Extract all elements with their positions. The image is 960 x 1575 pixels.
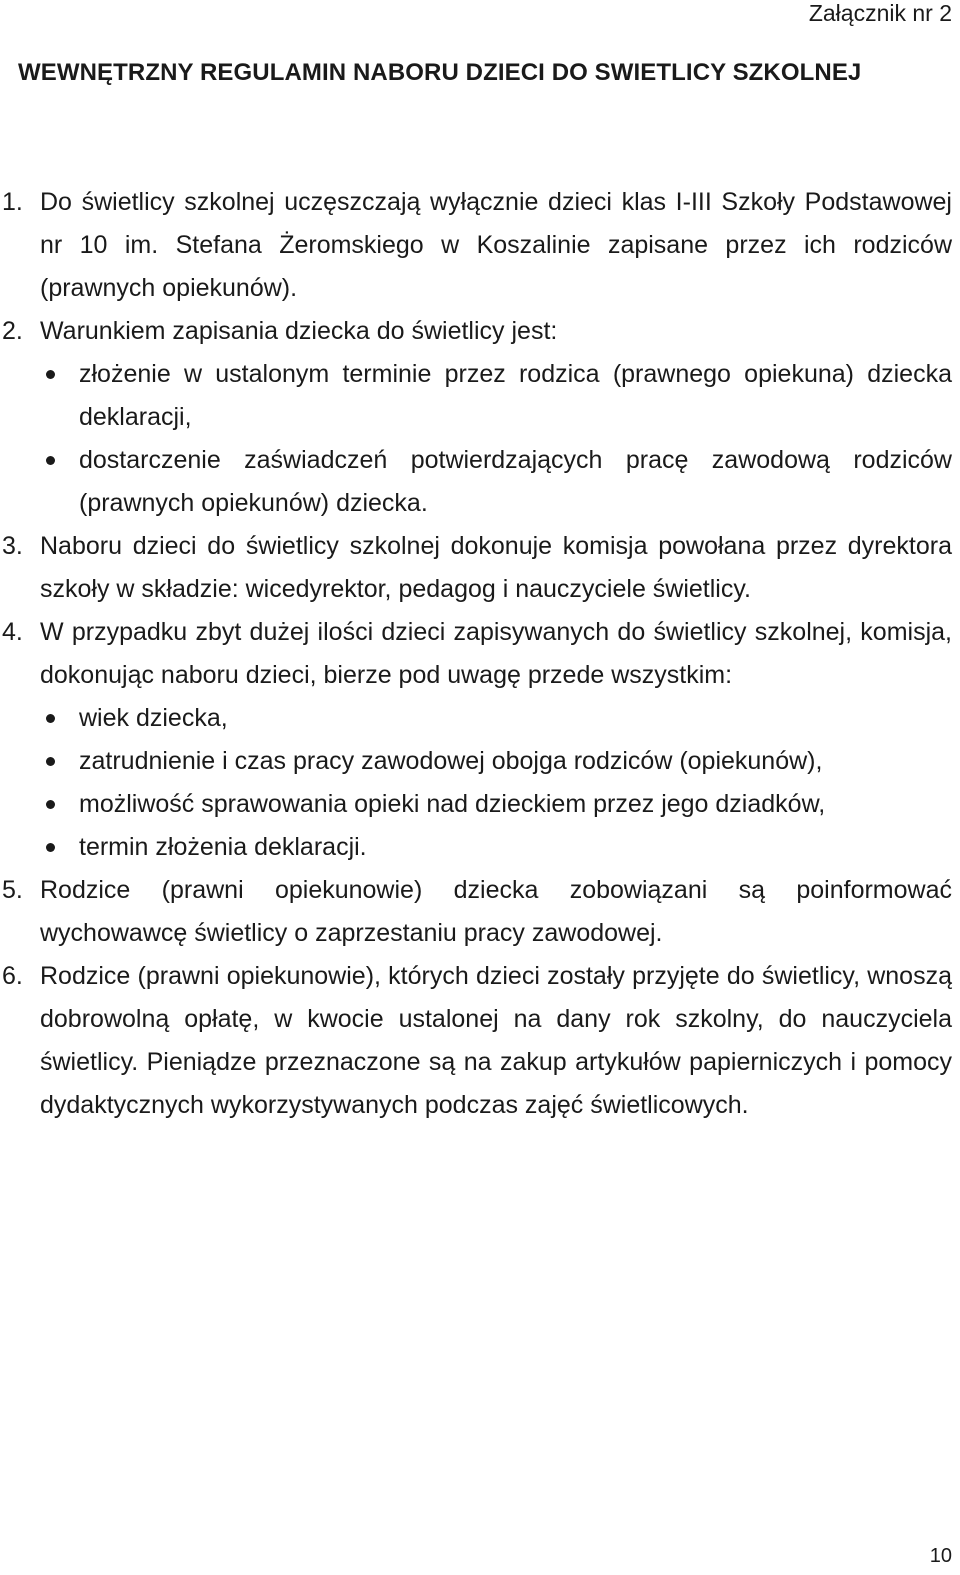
item-number: 2. [2,317,23,345]
list-item [0,310,952,353]
bullet-item: wiek dziecka, [0,697,952,740]
item-number: 3. [2,532,23,560]
item-text: Rodzice (prawni opiekunowie) dziecka zobowiązani są poinformować wychowawcę świetlicy o zaprzestaniu pracy zawodowej. [40,876,952,947]
list-item [0,181,952,310]
list-item [0,525,952,611]
item-text: Naboru dzieci do świetlicy szkolnej dokonuje komisja powołana przez dyrektora szkoły w składzie: wicedyrektor, pedagog i nauczyciele świetlicy. [40,532,952,603]
item-number: 6. [2,962,23,990]
regulations-list [0,181,952,1127]
document-title: WEWNĘTRZNY REGULAMIN NABORU DZIECI DO SWIETLICY SZKOLNEJ [18,59,862,86]
bullet-item: złożenie w ustalonym terminie przez rodzica (prawnego opiekuna) dziecka deklaracji, [0,353,952,439]
item-number: 1. [2,188,23,216]
bullet-item: zatrudnienie i czas pracy zawodowej obojga rodziców (opiekunów), [0,740,952,783]
annex-label: Załącznik nr 2 [808,0,952,26]
item-number: 4. [2,618,23,646]
bullet-item: możliwość sprawowania opieki nad dzieckiem przez jego dziadków, [0,783,952,826]
item-text: Warunkiem zapisania dziecka do świetlicy jest: [40,317,558,345]
item-text: W przypadku zbyt dużej ilości dzieci zapisywanych do świetlicy szkolnej, komisja, dokonując naboru dzieci, bierze pod uwagę przede wszystkim: [40,618,952,689]
bullet-list [0,353,952,525]
list-item [0,869,952,955]
list-item [0,611,952,697]
item-number: 5. [2,876,23,904]
bullet-list [0,697,952,869]
bullet-item: dostarczenie zaświadczeń potwierdzających pracę zawodową rodziców (prawnych opiekunów) dziecka. [0,439,952,525]
item-text: Rodzice (prawni opiekunowie), których dzieci zostały przyjęte do świetlicy, wnoszą dobrowolną opłatę, w kwocie ustalonej na dany rok szkolny, do nauczyciela świetlicy. Pieniądze przeznaczone są na zakup artykułów papierniczych i pomocy dydaktycznych wykorzystywanych podczas zajęć świetlicowych. [40,962,952,1119]
list-item [0,955,952,1127]
page-number: 10 [929,1545,952,1567]
item-text: Do świetlicy szkolnej uczęszczają wyłącznie dzieci klas I-III Szkoły Podstawowej nr 10 im. Stefana Żeromskiego w Koszalinie zapisane przez ich rodziców (prawnych opiekunów). [40,188,952,302]
bullet-item: termin złożenia deklaracji. [0,826,952,869]
